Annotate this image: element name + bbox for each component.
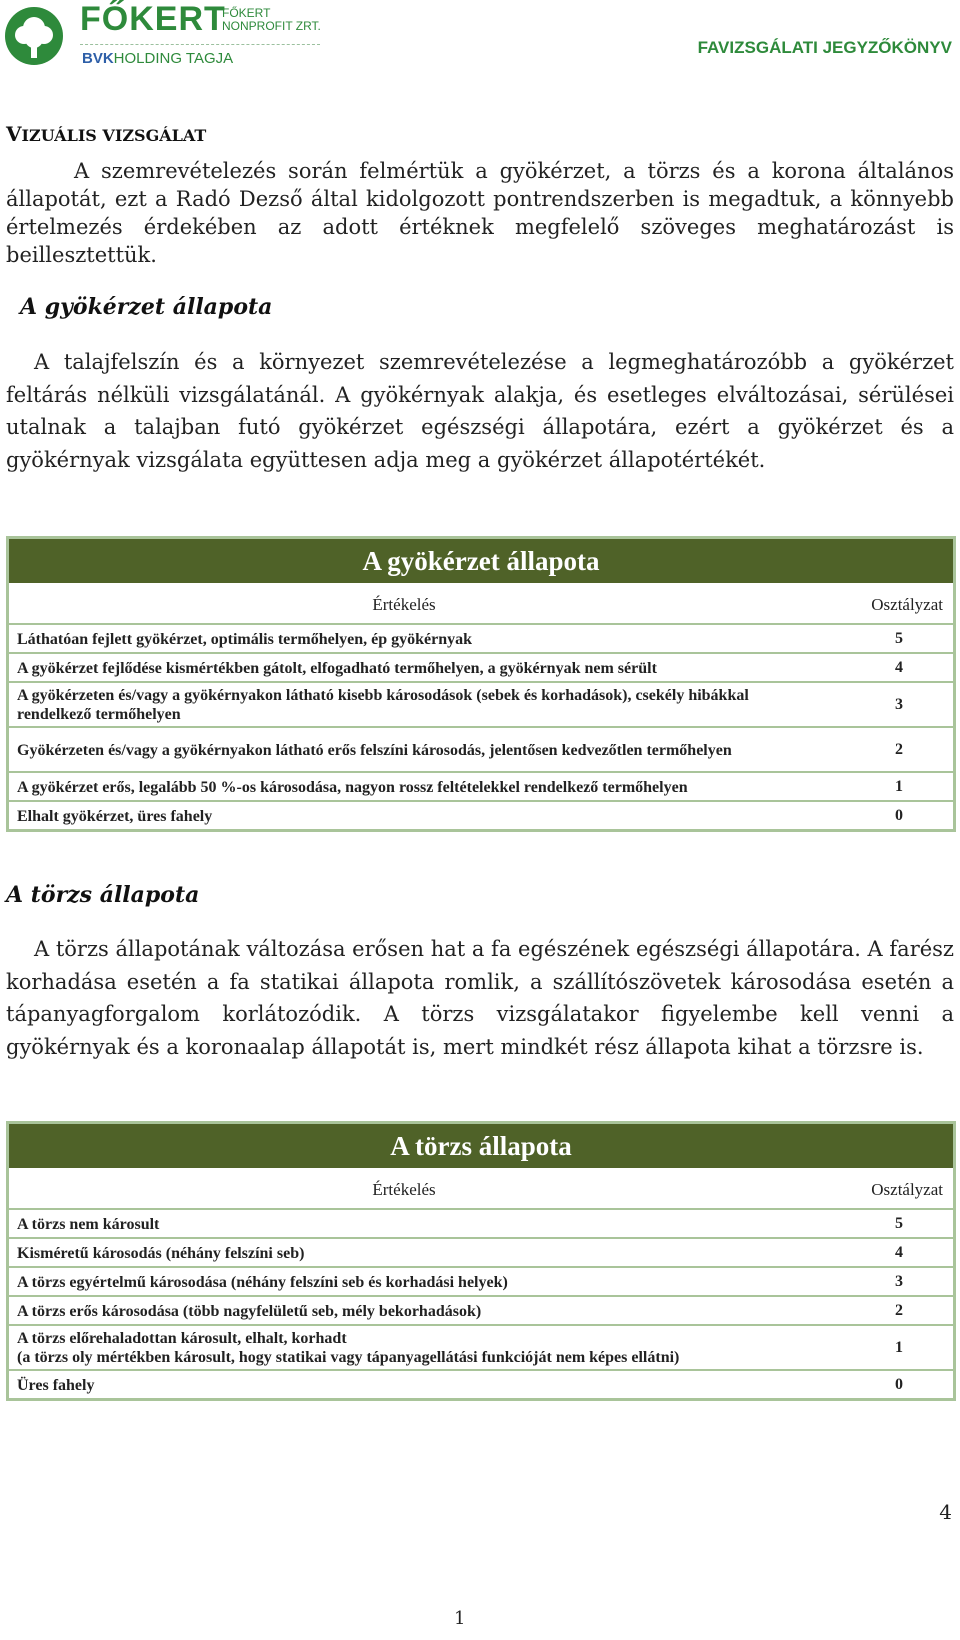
document-title: FAVIZSGÁLATI JEGYZŐKÖNYV bbox=[697, 38, 952, 57]
row-text: Elhalt gyökérzet, üres fahely bbox=[17, 807, 213, 825]
row-text: A törzs nem károsult bbox=[17, 1215, 160, 1233]
row-text-line2: (a törzs oly mértékben károsult, hogy statikai vagy tápanyagellátási funkcióját nem képes ellátni) bbox=[17, 1349, 680, 1366]
trunk-table bbox=[6, 1121, 956, 1401]
table-row bbox=[9, 683, 953, 728]
table-row bbox=[9, 1239, 953, 1268]
roots-table bbox=[6, 536, 956, 832]
row-text: Kisméretű károsodás (néhány felszíni seb) bbox=[17, 1244, 305, 1262]
row-grade: 0 bbox=[895, 1375, 903, 1393]
table-row bbox=[9, 625, 953, 654]
row-text: A törzs egyértelmű károsodása (néhány felszíni seb és korhadási helyek) bbox=[17, 1273, 508, 1291]
row-grade: 4 bbox=[895, 658, 903, 676]
row-text-line1: A törzs előrehaladottan károsult, elhalt, korhadt bbox=[17, 1330, 347, 1347]
section-title-rest: IZUÁLIS VIZSGÁLAT bbox=[21, 126, 207, 145]
row-grade: 3 bbox=[895, 1272, 903, 1290]
col-grade: Osztályzat bbox=[871, 595, 943, 614]
page-number-right: 4 bbox=[939, 1500, 952, 1524]
roots-heading: A gyökérzet állapota bbox=[20, 294, 273, 320]
holding-bvk: BVK bbox=[82, 50, 114, 67]
table-row bbox=[9, 1297, 953, 1326]
brand-divider bbox=[80, 44, 320, 45]
row-text: Gyökérzeten és/vagy a gyökérnyakon látható erős felszíni károsodás, jelentősen kedvezőtlen termőhelyen bbox=[17, 741, 732, 759]
row-grade: 4 bbox=[895, 1243, 903, 1261]
col-eval: Értékelés bbox=[372, 595, 436, 614]
table-row bbox=[9, 1371, 953, 1398]
brand-sub-line1: FŐKERT bbox=[222, 6, 271, 20]
roots-table-title: A gyökérzet állapota bbox=[9, 539, 953, 583]
holding-label bbox=[82, 50, 233, 67]
trunk-text: A törzs állapotának változása erősen hat a fa egészének egészségi állapotára. A farész korhadása esetén a fa statikai állapota romlik, a szállítószövetek károsodása esetén a tápanyagforgalom korlátozódik. A törzs vizsgálatakor figyelembe kell venni a gyökérnyak és a koronaalap állapotát is, mert mindkét rész állapota kihat a törzsre is. bbox=[6, 937, 954, 1059]
trunk-table-title: A törzs állapota bbox=[9, 1124, 953, 1168]
section-title bbox=[6, 122, 206, 146]
brand-name: FŐKERT bbox=[80, 0, 226, 38]
col-eval: Értékelés bbox=[372, 1180, 436, 1199]
trunk-paragraph bbox=[6, 933, 954, 1063]
row-text: A törzs erős károsodása (több nagyfelületű seb, mély bekorhadások) bbox=[17, 1302, 482, 1320]
table-row bbox=[9, 728, 953, 773]
table-row bbox=[9, 1326, 953, 1371]
row-grade: 3 bbox=[895, 695, 903, 713]
intro-paragraph bbox=[6, 157, 954, 269]
intro-text: A szemrevételezés során felmértük a gyökérzet, a törzs és a korona általános állapotát, ezt a Radó Dezső által kidolgozott pontrendszerben is megadtuk, a könnyebb értelmezés érdekében az adott értéknek megfelelő szöveges meghatározást is beillesztettük. bbox=[6, 159, 954, 267]
roots-text: A talajfelszín és a környezet szemrevételezése a legmeghatározóbb a gyökérzet feltárás nélküli vizsgálatánál. A gyökérnyak alakja, és esetleges elváltozásai, sérülései utalnak a talajban futó gyökérzet egészségi állapotára, ezért a gyökérzet és a gyökérnyak vizsgálata együttesen adja meg a gyökérzet állapotértékét. bbox=[6, 350, 954, 472]
row-text: A gyökérzeten és/vagy a gyökérnyakon látható kisebb károsodások (sebek és korhadások), csekély hibákkal rendelkező termőhelyen bbox=[17, 687, 749, 723]
tree-logo-icon bbox=[4, 6, 64, 66]
section-title-first: V bbox=[6, 122, 22, 146]
page-number-center: 1 bbox=[454, 1608, 466, 1629]
row-grade: 2 bbox=[895, 1301, 903, 1319]
row-text: Üres fahely bbox=[17, 1376, 95, 1394]
table-row bbox=[9, 1210, 953, 1239]
table-row bbox=[9, 773, 953, 802]
roots-paragraph bbox=[6, 346, 954, 476]
row-grade: 5 bbox=[895, 629, 903, 647]
col-grade: Osztályzat bbox=[871, 1180, 943, 1199]
row-text: A gyökérzet fejlődése kismértékben gátolt, elfogadható termőhelyen, a gyökérnyak nem sérült bbox=[17, 659, 657, 677]
table-row bbox=[9, 1268, 953, 1297]
roots-table-header bbox=[9, 583, 953, 625]
row-grade: 1 bbox=[895, 1338, 903, 1356]
table-row bbox=[9, 802, 953, 829]
trunk-table-header bbox=[9, 1168, 953, 1210]
trunk-heading: A törzs állapota bbox=[6, 882, 200, 908]
row-grade: 1 bbox=[895, 777, 903, 795]
page-header bbox=[0, 0, 960, 80]
row-text bbox=[9, 1325, 825, 1370]
brand-sub-line2: NONPROFIT ZRT. bbox=[222, 19, 321, 33]
table-row bbox=[9, 654, 953, 683]
row-text: A gyökérzet erős, legalább 50 %-os károsodása, nagyon rossz feltételekkel rendelkező termőhelyen bbox=[17, 778, 688, 796]
row-grade: 2 bbox=[895, 740, 903, 758]
holding-text: HOLDING TAGJA bbox=[113, 50, 234, 67]
row-grade: 5 bbox=[895, 1214, 903, 1232]
row-grade: 0 bbox=[895, 806, 903, 824]
row-text: Láthatóan fejlett gyökérzet, optimális termőhelyen, ép gyökérnyak bbox=[17, 630, 473, 648]
brand-subtitle bbox=[222, 7, 321, 33]
